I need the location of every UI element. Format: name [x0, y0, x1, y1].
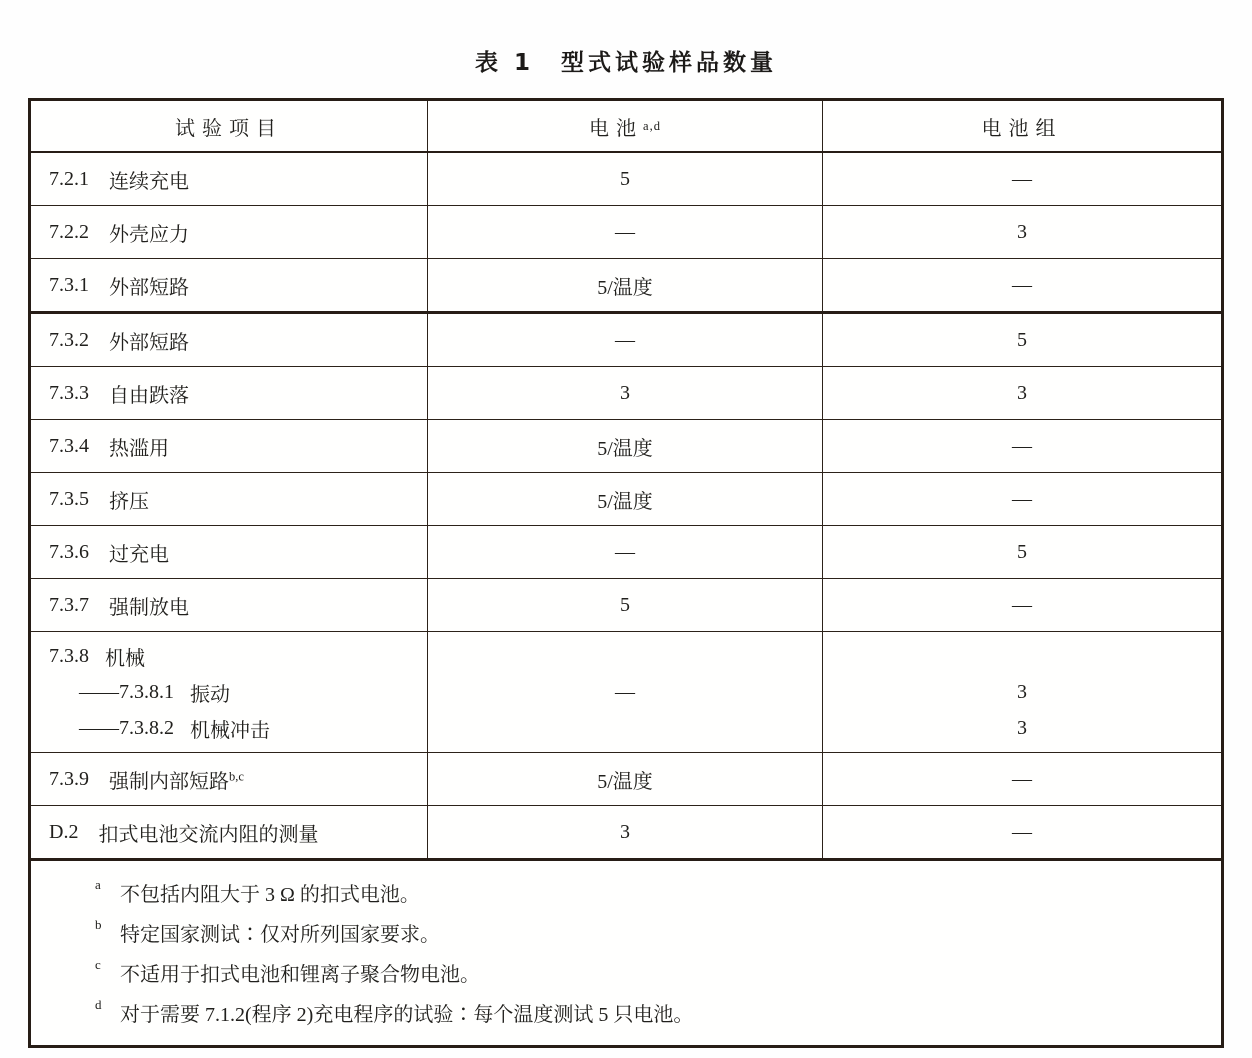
test-item-cell	[31, 206, 427, 258]
cell-quantity	[427, 632, 823, 752]
test-item-line	[49, 710, 427, 746]
table-row	[31, 419, 1221, 472]
cell-quantity: —	[427, 206, 823, 258]
footnote-d: d 对于需要 7.1.2(程序 2)充电程序的试验∶每个温度测试 5 只电池。	[95, 997, 694, 1026]
table-title: 表 1 型式试验样品数量	[474, 50, 777, 76]
battery-quantity: 5	[1017, 328, 1027, 351]
table-row	[31, 525, 1221, 578]
test-item-cell	[31, 420, 427, 472]
battery-quantity: —	[1012, 487, 1032, 510]
test-item-cell	[31, 579, 427, 631]
table-row	[31, 311, 1221, 366]
battery-quantity: 3	[1017, 381, 1027, 404]
battery-quantity: —	[1012, 273, 1032, 296]
test-item-cell	[31, 314, 427, 366]
cell-quantity: 5	[427, 579, 823, 631]
battery-quantity: —	[1012, 767, 1032, 790]
test-item-cell	[31, 632, 427, 752]
test-item-name: 连续充电	[109, 170, 189, 193]
cell-quantity: —	[427, 526, 823, 578]
battery-quantity-line: 3	[1017, 716, 1027, 739]
clause-number: D.2	[49, 820, 79, 843]
clause-number: 7.3.5	[49, 487, 89, 510]
cell-quantity: 5/温度	[427, 420, 823, 472]
clause-number: 7.2.2	[49, 220, 89, 243]
battery-quantity-line: 3	[1017, 680, 1027, 703]
battery-quantity	[823, 632, 1221, 752]
battery-quantity: 3	[1017, 220, 1027, 243]
clause-number: 7.3.6	[49, 540, 89, 563]
column-header-cell: 电池 a,d	[427, 101, 823, 151]
test-item-cell	[31, 153, 427, 205]
test-item-cell	[31, 473, 427, 525]
clause-number: 7.3.9	[49, 767, 89, 790]
battery-quantity: —	[1012, 593, 1032, 616]
test-item-cell	[31, 367, 427, 419]
column-header-battery-label: 电池组	[981, 117, 1063, 140]
table-row	[31, 153, 1221, 205]
battery-quantity-line	[823, 638, 1221, 674]
test-item-cell	[31, 526, 427, 578]
footnote-b-text: 特定国家测试∶仅对所列国家要求。	[120, 923, 440, 946]
clause-number: 7.3.8	[49, 644, 89, 667]
clause-number: ——7.3.8.2	[79, 716, 174, 739]
test-item-name: 热滥用	[109, 437, 169, 460]
cell-quantity: 5/温度	[427, 753, 823, 805]
test-item-name: 外壳应力	[109, 223, 189, 246]
clause-number: 7.3.3	[49, 381, 89, 404]
test-item-cell	[31, 806, 427, 858]
footnote-b: b 特定国家测试∶仅对所列国家要求。	[95, 917, 440, 946]
cell-quantity: 3	[427, 367, 823, 419]
test-item-name: 挤压	[109, 490, 149, 513]
footnote-c-text: 不适用于扣式电池和锂离子聚合物电池。	[120, 963, 480, 986]
test-item-name: 机械	[105, 647, 145, 670]
column-header-cell-label: 电池	[589, 117, 644, 140]
footnote-a-text: 不包括内阻大于 3 Ω 的扣式电池。	[120, 883, 420, 906]
test-item-name: 扣式电池交流内阻的测量	[98, 823, 319, 846]
clause-number: 7.2.1	[49, 167, 89, 190]
test-item-line	[49, 674, 427, 710]
table-row-group	[31, 631, 1221, 752]
clause-number: 7.3.1	[49, 273, 89, 296]
table-body	[31, 153, 1221, 858]
battery-quantity: —	[1012, 167, 1032, 190]
footnote-d-text: 对于需要 7.1.2(程序 2)充电程序的试验∶每个温度测试 5 只电池。	[120, 1003, 694, 1026]
table-row	[31, 366, 1221, 419]
cell-quantity: 5/温度	[427, 259, 823, 311]
battery-quantity: 5	[1017, 540, 1027, 563]
test-item-cell	[31, 753, 427, 805]
footnote-c: c 不适用于扣式电池和锂离子聚合物电池。	[95, 957, 480, 986]
clause-number: 7.3.7	[49, 593, 89, 616]
clause-number: ——7.3.8.1	[79, 680, 174, 703]
table-row	[31, 578, 1221, 631]
cell-quantity: 3	[427, 806, 823, 858]
cell-quantity: —	[427, 314, 823, 366]
test-item-cell	[31, 259, 427, 311]
table-row	[31, 752, 1221, 805]
column-header-test-item	[31, 101, 427, 151]
test-item-name: 机械冲击	[190, 719, 270, 742]
test-item-line	[49, 638, 427, 674]
footnote-ref: b,c	[229, 768, 244, 783]
test-item-name: 过充电	[109, 543, 169, 566]
cell-quantity-line: —	[615, 680, 635, 703]
cell-quantity: 5/温度	[427, 473, 823, 525]
column-header-test-item-label: 试验项目	[175, 117, 283, 140]
test-item-name: 强制内部短路$^{b,c}$	[109, 768, 244, 793]
sample-quantity-table	[28, 98, 1224, 1048]
battery-quantity: —	[1012, 434, 1032, 457]
cell-quantity-line	[428, 638, 822, 674]
cell-quantity-line	[428, 710, 822, 746]
battery-quantity: —	[1012, 820, 1032, 843]
test-item-name: 振动	[190, 683, 230, 706]
test-item-name: 强制放电	[109, 596, 189, 619]
cell-quantity: 5	[427, 153, 823, 205]
clause-number: 7.3.2	[49, 328, 89, 351]
footnotes-section	[31, 858, 1221, 1045]
table-row	[31, 258, 1221, 311]
table-row	[31, 205, 1221, 258]
clause-number: 7.3.4	[49, 434, 89, 457]
table-row	[31, 472, 1221, 525]
table-row	[31, 805, 1221, 858]
test-item-name: 自由跌落	[109, 384, 189, 407]
test-item-name: 外部短路	[109, 331, 189, 354]
column-header-battery	[823, 101, 1221, 151]
table-header-row	[31, 101, 1221, 153]
test-item-name: 外部短路	[109, 276, 189, 299]
footnote-a: a 不包括内阻大于 3 Ω 的扣式电池。	[95, 877, 420, 906]
